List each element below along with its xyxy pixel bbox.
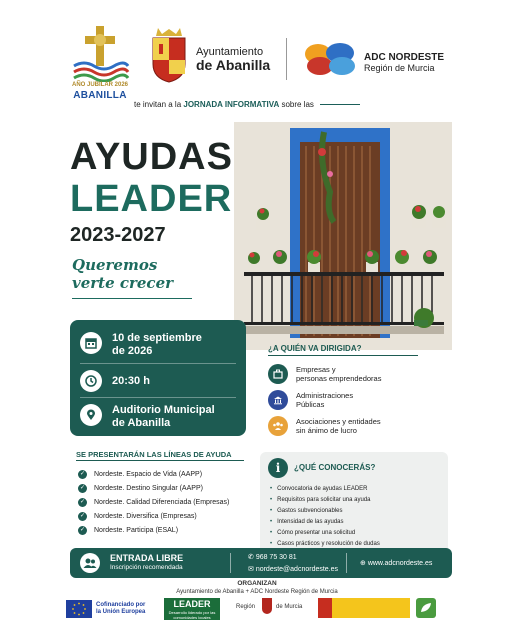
leader-logo [164, 598, 220, 620]
organizers-names: Ayuntamiento de Abanilla + ADC Nordeste Región de Murcia [176, 589, 338, 595]
aid-line-text: Nordeste. Destino Singular (AAPP) [94, 485, 203, 492]
email-address[interactable]: nordeste@adcnordeste.es [255, 566, 339, 573]
title-leader: LEADER [70, 178, 233, 220]
bar-divider [346, 553, 347, 573]
website-link[interactable]: www.adcnordeste.es [367, 560, 433, 567]
invite-highlight: JORNADA INFORMATIVA [183, 100, 280, 109]
spain-shield-icon [318, 598, 332, 618]
check-icon: ✓ [79, 471, 86, 477]
eu-line1: Cofinanciado por [96, 602, 146, 608]
location-pin-icon [80, 404, 102, 426]
eu-line2: la Unión Europea [96, 609, 146, 615]
event-date [112, 332, 202, 358]
audience-line2: personas emprendedoras [296, 374, 382, 383]
event-date-row [80, 332, 202, 358]
globe-icon: ⊕ [360, 560, 368, 567]
aid-line-item [78, 498, 229, 507]
aid-line-text: Nordeste. Espacio de Vida (AAPP) [94, 471, 203, 478]
event-time-row [80, 370, 150, 392]
users-icon [80, 553, 100, 573]
institution-icon [268, 390, 288, 410]
what-you-learn-box [260, 452, 448, 562]
free-entry: ENTRADA LIBRE [110, 553, 184, 563]
phone-row [248, 553, 297, 561]
title-ayudas: AYUDAS [70, 136, 233, 178]
calendar-icon [80, 332, 102, 354]
audience-line1: Empresas y [296, 365, 336, 374]
briefcase-icon [268, 364, 288, 384]
event-place-row [80, 404, 215, 430]
registration-note: Inscripción recomendada [110, 564, 183, 571]
check-icon: ✓ [79, 485, 86, 491]
region-label-2: de Murcia [276, 604, 303, 610]
cross-icon [68, 22, 132, 82]
jubilee-town: ABANILLA [73, 90, 127, 101]
audience-line2: sin ánimo de lucro [296, 426, 357, 435]
card-divider [80, 363, 236, 364]
audience-item [268, 416, 381, 436]
poster [62, 18, 452, 622]
ayuntamiento-name [196, 46, 270, 74]
clock-icon [80, 370, 102, 392]
aid-line-item [78, 484, 203, 493]
audience-line2: Públicas [296, 400, 325, 409]
email-row [248, 565, 338, 573]
audience-item [268, 390, 353, 410]
slogan-underline [72, 298, 192, 299]
event-place [112, 404, 215, 430]
ayto-line1: Ayuntamiento [196, 46, 264, 58]
jubilee-year: AÑO JUBILAR 2026 [71, 82, 128, 88]
web-row [360, 559, 432, 567]
check-icon: ✓ [79, 499, 86, 505]
ayto-line2: de Abanilla [196, 57, 271, 73]
slogan [72, 256, 173, 292]
event-place-line2: de Abanilla [112, 417, 171, 429]
people-group-icon [268, 416, 288, 436]
region-shield-icon [262, 598, 272, 614]
aid-line-text: Nordeste. Calidad Diferenciada (Empresas) [94, 499, 230, 506]
town-shield-icon [148, 26, 190, 84]
slogan-line1: Queremos [72, 256, 158, 274]
header-divider [286, 38, 287, 80]
phone-number[interactable]: 968 75 30 81 [255, 554, 297, 561]
learn-item: • Cómo presentar una solicitud [270, 530, 355, 536]
learn-item: • Casos prácticos y resolución de dudas [270, 541, 380, 547]
learn-item: • Gastos subvencionables [270, 508, 342, 514]
audience-text [296, 417, 381, 435]
learn-heading: ¿QUÉ CONOCERÁS? [294, 463, 376, 472]
invite-rule [320, 104, 360, 105]
audience-line1: Asociaciones y entidades [296, 417, 381, 426]
adc-nordeste-name [364, 52, 444, 74]
audience-rule [268, 355, 418, 356]
aid-lines-heading: SE PRESENTARÁN LAS LÍNEAS DE AYUDA [76, 450, 232, 459]
eu-flag-icon [66, 600, 92, 618]
aid-line-text: Nordeste. Diversifica (Empresas) [94, 513, 197, 520]
invite-pre: te invitan a la [134, 100, 184, 109]
aid-line-item [78, 512, 197, 521]
event-date-line2: de 2026 [112, 345, 153, 357]
learn-item: • Requisitos para solicitar una ayuda [270, 497, 371, 503]
info-icon: i [268, 458, 288, 478]
event-time: 20:30 h [112, 375, 150, 387]
aid-line-item [78, 526, 178, 535]
check-icon: ✓ [79, 527, 86, 533]
region-label-1: Región [236, 604, 256, 610]
audience-text [296, 365, 381, 383]
title-years: 2023-2027 [70, 224, 166, 246]
bar-divider [230, 553, 231, 573]
audience-heading: ¿A QUIÉN VA DIRIGIDA? [268, 344, 362, 353]
balcony-photo [234, 122, 452, 350]
event-place-line1: Auditorio Municipal [112, 404, 215, 416]
eco-logo-icon [416, 598, 436, 618]
check-icon: ✓ [79, 513, 86, 519]
eu-cofinanced [96, 602, 145, 616]
event-date-line1: 10 de septiembre [112, 332, 202, 344]
slogan-line2: verte crecer [72, 274, 174, 292]
organizers-heading: ORGANIZAN [237, 580, 277, 587]
aid-lines-rule [76, 460, 244, 461]
audience-line1: Administraciones [296, 391, 354, 400]
contact-bar [70, 548, 452, 578]
invite-line [134, 100, 452, 109]
leader-sub: Desarrollo liderado por las comunidades locales [168, 610, 216, 620]
aid-line-item [78, 470, 202, 479]
adc-nordeste-logo-icon [302, 40, 360, 78]
card-divider [80, 397, 236, 398]
mail-icon: ✉ [248, 566, 256, 573]
audience-text [296, 391, 353, 409]
event-info-card [70, 320, 246, 436]
jubilee-logo [68, 22, 132, 114]
invite-post: sobre las [279, 100, 314, 109]
learn-item: • Intensidad de las ayudas [270, 519, 344, 525]
learn-item: • Convocatoria de ayudas LEADER [270, 486, 368, 492]
adc-line2: Región de Murcia [364, 63, 435, 73]
adc-line1: ADC NORDESTE [364, 52, 445, 63]
audience-item [268, 364, 381, 384]
phone-icon: ✆ [248, 554, 256, 561]
aid-line-text: Nordeste. Participa (ESAL) [94, 527, 179, 534]
government-logo [318, 598, 410, 618]
leader-label: LEADER [173, 599, 211, 609]
